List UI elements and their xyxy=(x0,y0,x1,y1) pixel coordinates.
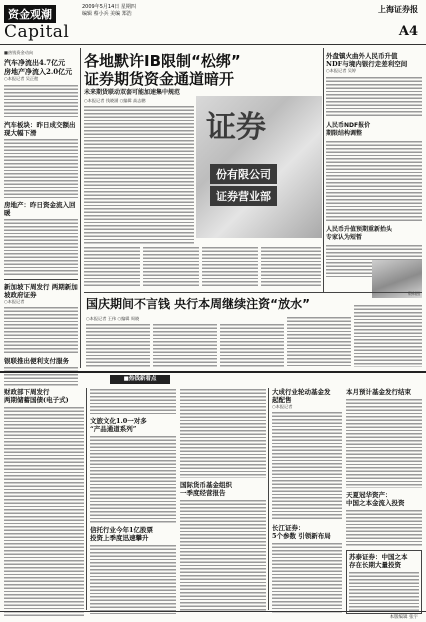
bottom-col-4 xyxy=(272,388,342,614)
photo-caption: 资料图 xyxy=(408,291,420,296)
column-rule xyxy=(86,388,87,610)
body-text xyxy=(90,435,176,523)
body-text xyxy=(4,406,84,616)
info-box xyxy=(346,550,422,614)
body-text xyxy=(272,411,342,521)
story-headline: 国际货币基金组织 一季度经营报告 xyxy=(180,481,232,497)
photo-sign-line2: 证券营业部 xyxy=(210,186,277,206)
issue-editor: 编辑 蔡小兵 美编 郑浩 xyxy=(82,11,132,17)
body-text xyxy=(4,366,78,386)
body-text xyxy=(272,542,342,614)
paper-name: 上海证券报 xyxy=(378,4,418,14)
story-byline: ○本报记者 xyxy=(272,404,293,409)
story-headline: 天夏冠华资产： 中国之本金流入投资 xyxy=(346,491,405,507)
body-text xyxy=(346,398,422,488)
main-body-text xyxy=(143,246,199,288)
section-banner-label: ■热钱新看点 xyxy=(123,376,157,382)
right-byline: ○本报记者 吴婷 xyxy=(326,68,357,73)
box-headline: 苏泰证券：中国之本 存在长期大量投资 xyxy=(349,553,408,569)
story-headline: 财政部下周发行 两期储蓄国债(电子式) xyxy=(4,388,69,404)
section-banner xyxy=(110,375,170,384)
lower-byline: ○本报记者 王伟 ○编辑 周晓 xyxy=(86,316,140,321)
body-text xyxy=(180,499,266,611)
body-text xyxy=(4,218,78,276)
footer-editor: 本版编辑 张宇 xyxy=(389,615,418,620)
lower-body-text xyxy=(153,323,217,367)
right-column xyxy=(326,52,422,278)
main-body-text xyxy=(261,246,321,288)
body-text xyxy=(326,76,422,118)
body-text xyxy=(349,571,419,611)
main-headline-line1: 各地默许IB限制“松绑” xyxy=(84,52,241,70)
kicker: ■热钱资金动向 xyxy=(4,50,34,55)
body-text xyxy=(346,509,422,547)
bottom-col-3 xyxy=(180,388,266,611)
right-box-title: 人民币升值预期重新抬头 专家认为短暂 xyxy=(326,226,393,241)
lower-body-text xyxy=(220,323,284,367)
divider xyxy=(84,292,422,293)
left-byline: ○本报记者 吴正懿 xyxy=(4,76,39,81)
column-rule xyxy=(323,48,324,292)
main-headline-line2: 证券期货资金通道暗开 xyxy=(84,70,235,88)
lower-body-text xyxy=(354,304,422,367)
column-rule xyxy=(80,48,81,368)
main-body-text xyxy=(202,246,258,288)
body-text xyxy=(4,306,78,354)
bottom-col-2 xyxy=(90,388,176,614)
left-headline: 汽车净流出4.7亿元 房地产净流入2.0亿元 xyxy=(4,58,73,76)
column-rule xyxy=(268,388,269,610)
main-body-text xyxy=(84,246,140,288)
story-headline: 信托行业今年1亿股票 投资上季度迅速攀升 xyxy=(90,526,154,542)
lower-body-text xyxy=(86,323,150,367)
bottom-col-5 xyxy=(346,388,422,614)
issue-info xyxy=(82,4,202,18)
body-text xyxy=(326,140,422,222)
left-column xyxy=(4,50,78,386)
body-text xyxy=(90,544,176,614)
main-byline: ○本报记者 钱晓涵 ○编辑 高志鹏 xyxy=(84,98,146,103)
body-text xyxy=(180,388,266,478)
right-box-title: 人民币NDF报价 期限结构调整 xyxy=(326,122,371,137)
body-text xyxy=(4,138,78,198)
story-byline: ○本报记者 xyxy=(4,299,25,304)
sub-headline: 汽车板块：昨日成交额出现大幅下滑 xyxy=(4,121,76,137)
section-divider xyxy=(0,371,426,373)
photo-sign-line1: 份有限公司 xyxy=(210,164,277,184)
page-number: A4 xyxy=(398,24,418,39)
bottom-col-1 xyxy=(4,388,84,616)
body-text xyxy=(4,84,78,118)
divider xyxy=(4,279,78,280)
right-headline: 外盘镇火曲外人民币升值 NDF与境内银行走差利空间 xyxy=(326,52,408,68)
story-headline: 大成行业轮动基金发 起配售 xyxy=(272,388,331,404)
story-headline: 长江证券： 5个参数 引领新布局 xyxy=(272,524,331,540)
main-body-text xyxy=(84,105,194,245)
lower-body-text xyxy=(287,316,351,367)
issue-date: 2009年5月14日 星期四 xyxy=(82,4,136,10)
story-headline: 本月预计基金发行结束 xyxy=(346,388,411,396)
lower-headline: 国庆期间不言钱 央行本周继续注资“放水” xyxy=(86,297,310,311)
section-title-cn: 资金观潮 xyxy=(4,5,56,23)
body-text xyxy=(90,388,176,414)
section-title-en: Capital xyxy=(4,22,70,42)
footer-rule xyxy=(0,611,426,612)
photo-sign-top: 证券 xyxy=(206,110,266,145)
main-subheadline: 未来期货联动双套可能加速集中规范 xyxy=(84,89,181,96)
story-headline: 文旅文化1.0一对多 “产品通道系列” xyxy=(90,417,147,433)
story-headline: 新加坡下周发行 两期新加坡政府证券 xyxy=(4,283,78,299)
story-headline: 银联推出便利支付服务 xyxy=(4,357,69,365)
main-photo xyxy=(196,96,322,238)
main-story xyxy=(84,52,320,97)
sub-headline: 房地产：昨日资金流入回暖 xyxy=(4,201,76,217)
